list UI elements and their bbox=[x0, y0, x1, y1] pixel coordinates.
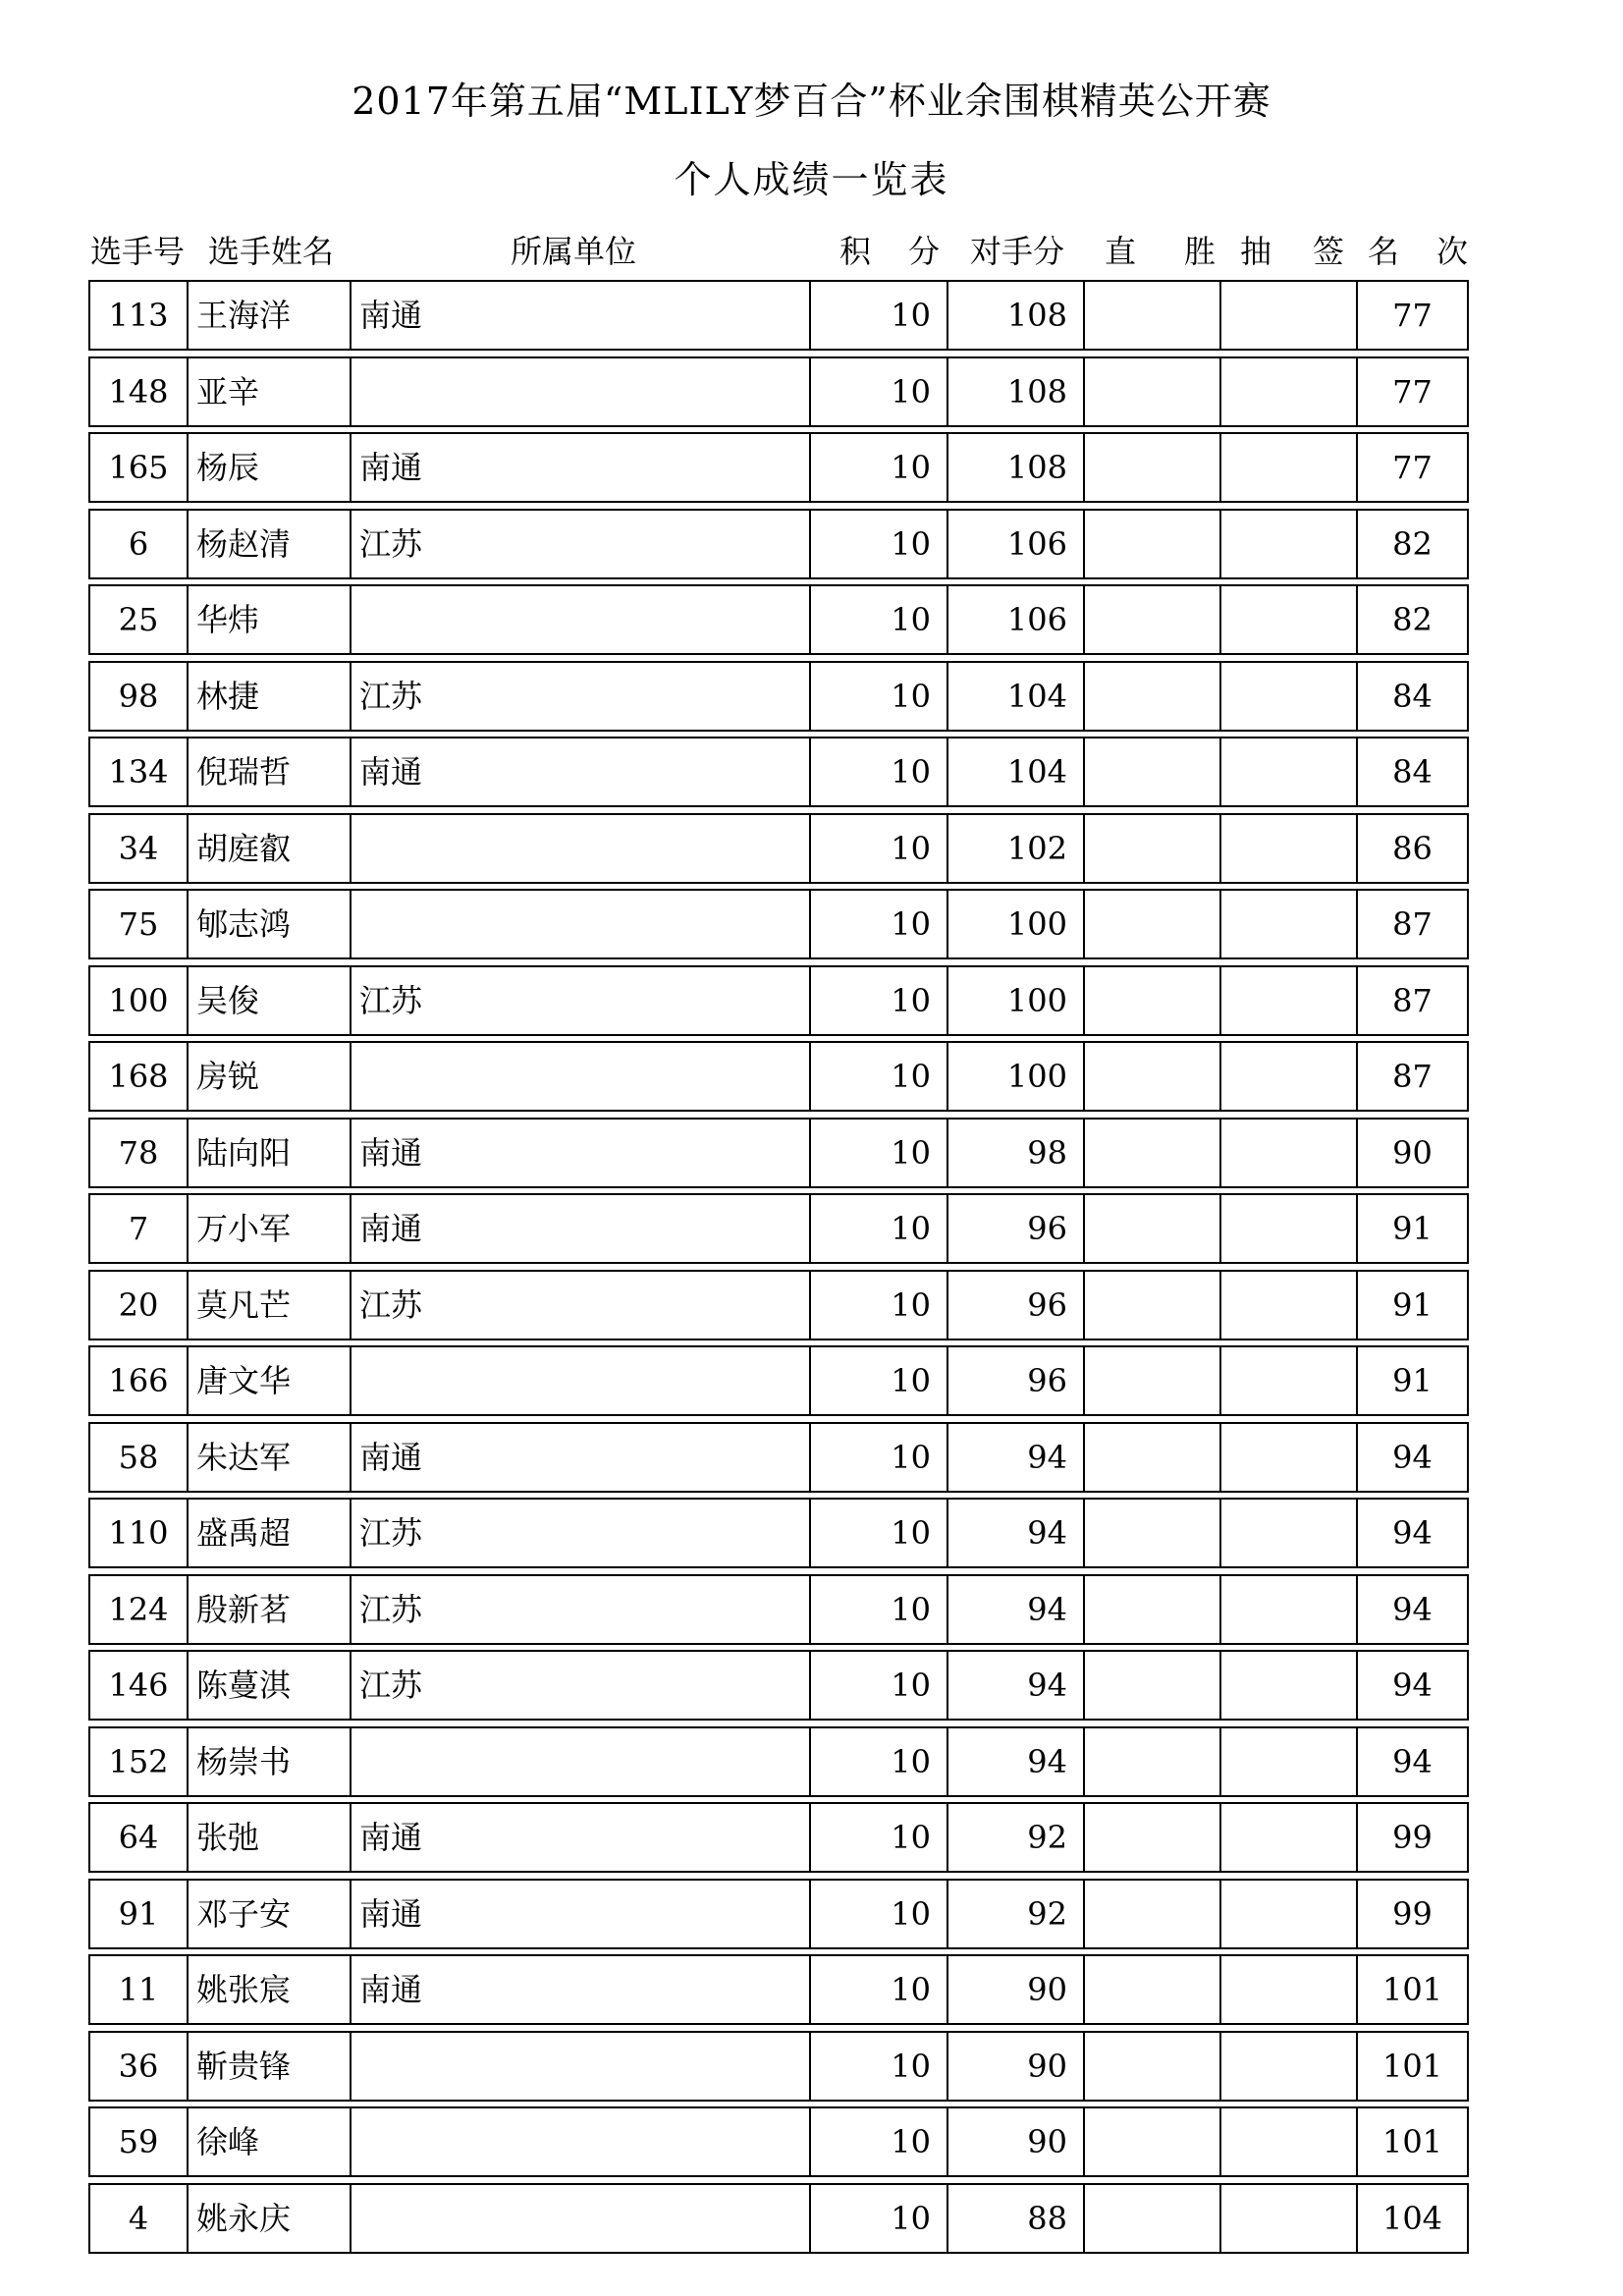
score-cell: 10 bbox=[811, 2185, 948, 2252]
opponent-score-cell: 104 bbox=[948, 663, 1085, 730]
player-name-cell: 靳贵锋 bbox=[189, 2033, 352, 2100]
header-affiliation: 所属单位 bbox=[511, 233, 637, 270]
rank-cell: 94 bbox=[1392, 1438, 1433, 1476]
player-name-cell: 林捷 bbox=[189, 663, 352, 730]
rank-cell: 104 bbox=[1381, 2199, 1443, 2237]
score-cell: 10 bbox=[811, 1728, 948, 1795]
table-row bbox=[88, 2183, 1469, 2254]
player-name-cell: 姚张宸 bbox=[189, 1956, 352, 2023]
table-row bbox=[88, 1650, 1469, 1721]
opponent-score-cell: 90 bbox=[948, 1956, 1085, 2023]
direct-win-cell bbox=[1085, 891, 1221, 957]
score-cell: 10 bbox=[811, 1804, 948, 1871]
opponent-score-cell: 108 bbox=[948, 434, 1085, 501]
score-cell: 10 bbox=[811, 1272, 948, 1339]
opponent-score-cell: 94 bbox=[948, 1576, 1085, 1643]
header-direct-win: 直 胜 bbox=[1105, 233, 1216, 270]
score-cell: 10 bbox=[811, 2108, 948, 2175]
rank-cell: 91 bbox=[1392, 1210, 1433, 1247]
rank-cell: 87 bbox=[1392, 905, 1433, 943]
affiliation-cell: 南通 bbox=[352, 1804, 811, 1871]
player-name-cell: 杨崇书 bbox=[189, 1728, 352, 1795]
rank-cell: 82 bbox=[1392, 524, 1433, 563]
direct-win-cell bbox=[1085, 1956, 1221, 2023]
draw-lot-cell bbox=[1221, 1424, 1358, 1491]
player-number-cell: 36 bbox=[90, 2033, 189, 2100]
draw-lot-cell bbox=[1221, 1120, 1358, 1186]
player-name-cell: 张弛 bbox=[189, 1804, 352, 1871]
table-row bbox=[88, 1879, 1469, 1949]
score-cell: 10 bbox=[811, 1652, 948, 1719]
direct-win-cell bbox=[1085, 663, 1221, 730]
direct-win-cell bbox=[1085, 1043, 1221, 1110]
direct-win-cell bbox=[1085, 1652, 1221, 1719]
score-cell: 10 bbox=[811, 358, 948, 425]
player-name-cell: 郇志鸿 bbox=[189, 891, 352, 957]
player-number-cell: 91 bbox=[90, 1881, 189, 1947]
direct-win-cell bbox=[1085, 1424, 1221, 1491]
score-cell: 10 bbox=[811, 967, 948, 1034]
draw-lot-cell bbox=[1221, 1272, 1358, 1339]
opponent-score-cell: 100 bbox=[948, 1043, 1085, 1110]
table-row bbox=[88, 1954, 1469, 2025]
affiliation-cell bbox=[352, 2033, 811, 2100]
opponent-score-cell: 108 bbox=[948, 282, 1085, 349]
affiliation-cell bbox=[352, 891, 811, 957]
direct-win-cell bbox=[1085, 1881, 1221, 1947]
draw-lot-cell bbox=[1221, 358, 1358, 425]
opponent-score-cell: 96 bbox=[948, 1195, 1085, 1262]
rank-cell: 84 bbox=[1392, 753, 1433, 791]
draw-lot-cell bbox=[1221, 282, 1358, 349]
score-cell: 10 bbox=[811, 1195, 948, 1262]
rank-cell: 86 bbox=[1392, 829, 1433, 867]
player-name-cell: 亚辛 bbox=[189, 358, 352, 425]
affiliation-cell bbox=[352, 1043, 811, 1110]
score-cell: 10 bbox=[811, 434, 948, 501]
draw-lot-cell bbox=[1221, 1043, 1358, 1110]
direct-win-cell bbox=[1085, 1728, 1221, 1795]
opponent-score-cell: 94 bbox=[948, 1424, 1085, 1491]
score-cell: 10 bbox=[811, 586, 948, 653]
score-cell: 10 bbox=[811, 1120, 948, 1186]
draw-lot-cell bbox=[1221, 815, 1358, 882]
player-name-cell: 邓子安 bbox=[189, 1881, 352, 1947]
table-row bbox=[88, 584, 1469, 655]
affiliation-cell: 南通 bbox=[352, 1195, 811, 1262]
draw-lot-cell bbox=[1221, 1881, 1358, 1947]
player-number-cell: 4 bbox=[90, 2185, 189, 2252]
opponent-score-cell: 104 bbox=[948, 738, 1085, 805]
table-row bbox=[88, 280, 1469, 351]
score-cell: 10 bbox=[811, 1043, 948, 1110]
rank-cell: 101 bbox=[1381, 2047, 1443, 2085]
header-rank: 名 次 bbox=[1368, 233, 1468, 270]
direct-win-cell bbox=[1085, 1576, 1221, 1643]
rank-cell: 87 bbox=[1392, 981, 1433, 1019]
draw-lot-cell bbox=[1221, 891, 1358, 957]
table-row bbox=[88, 889, 1469, 959]
player-name-cell: 吴俊 bbox=[189, 967, 352, 1034]
direct-win-cell bbox=[1085, 511, 1221, 577]
table-row bbox=[88, 1270, 1469, 1340]
player-number-cell: 165 bbox=[90, 434, 189, 501]
direct-win-cell bbox=[1085, 2108, 1221, 2175]
opponent-score-cell: 100 bbox=[948, 891, 1085, 957]
score-cell: 10 bbox=[811, 511, 948, 577]
player-number-cell: 64 bbox=[90, 1804, 189, 1871]
table-row bbox=[88, 1802, 1469, 1873]
score-cell: 10 bbox=[811, 2033, 948, 2100]
player-number-cell: 134 bbox=[90, 738, 189, 805]
draw-lot-cell bbox=[1221, 511, 1358, 577]
player-name-cell: 唐文华 bbox=[189, 1347, 352, 1414]
table-row bbox=[88, 1193, 1469, 1264]
player-name-cell: 姚永庆 bbox=[189, 2185, 352, 2252]
score-cell: 10 bbox=[811, 1956, 948, 2023]
affiliation-cell: 江苏 bbox=[352, 967, 811, 1034]
player-name-cell: 杨辰 bbox=[189, 434, 352, 501]
rank-cell: 77 bbox=[1392, 449, 1433, 486]
player-name-cell: 倪瑞哲 bbox=[189, 738, 352, 805]
player-number-cell: 124 bbox=[90, 1576, 189, 1643]
rank-cell: 94 bbox=[1392, 1667, 1433, 1704]
affiliation-cell: 南通 bbox=[352, 1424, 811, 1491]
opponent-score-cell: 108 bbox=[948, 358, 1085, 425]
table-row bbox=[88, 1498, 1469, 1568]
score-cell: 10 bbox=[811, 1500, 948, 1566]
score-cell: 10 bbox=[811, 1424, 948, 1491]
draw-lot-cell bbox=[1221, 1804, 1358, 1871]
affiliation-cell: 江苏 bbox=[352, 1652, 811, 1719]
opponent-score-cell: 96 bbox=[948, 1272, 1085, 1339]
header-player-number: 选手号 bbox=[90, 233, 186, 270]
score-cell: 10 bbox=[811, 282, 948, 349]
table-row bbox=[88, 356, 1469, 427]
opponent-score-cell: 90 bbox=[948, 2108, 1085, 2175]
draw-lot-cell bbox=[1221, 2033, 1358, 2100]
direct-win-cell bbox=[1085, 1500, 1221, 1566]
player-number-cell: 146 bbox=[90, 1652, 189, 1719]
header-draw-lot: 抽 签 bbox=[1240, 233, 1344, 270]
rank-cell: 94 bbox=[1392, 1742, 1433, 1780]
direct-win-cell bbox=[1085, 358, 1221, 425]
draw-lot-cell bbox=[1221, 1652, 1358, 1719]
rank-cell: 94 bbox=[1392, 1590, 1433, 1628]
draw-lot-cell bbox=[1221, 1500, 1358, 1566]
table-row bbox=[88, 1345, 1469, 1416]
table-row bbox=[88, 2106, 1469, 2177]
score-cell: 10 bbox=[811, 891, 948, 957]
header-opponent-score: 对手分 bbox=[970, 233, 1065, 270]
rank-cell: 87 bbox=[1392, 1058, 1433, 1095]
affiliation-cell: 江苏 bbox=[352, 1500, 811, 1566]
score-cell: 10 bbox=[811, 1347, 948, 1414]
affiliation-cell: 南通 bbox=[352, 738, 811, 805]
player-name-cell: 盛禹超 bbox=[189, 1500, 352, 1566]
table-row bbox=[88, 661, 1469, 732]
affiliation-cell bbox=[352, 1728, 811, 1795]
player-name-cell: 华炜 bbox=[189, 586, 352, 653]
player-number-cell: 20 bbox=[90, 1272, 189, 1339]
player-name-cell: 莫凡芒 bbox=[189, 1272, 352, 1339]
opponent-score-cell: 92 bbox=[948, 1804, 1085, 1871]
draw-lot-cell bbox=[1221, 434, 1358, 501]
opponent-score-cell: 106 bbox=[948, 511, 1085, 577]
player-number-cell: 152 bbox=[90, 1728, 189, 1795]
table-row bbox=[88, 1726, 1469, 1797]
direct-win-cell bbox=[1085, 1120, 1221, 1186]
draw-lot-cell bbox=[1221, 2185, 1358, 2252]
table-row bbox=[88, 2031, 1469, 2102]
results-table bbox=[88, 280, 1469, 2259]
direct-win-cell bbox=[1085, 586, 1221, 653]
opponent-score-cell: 88 bbox=[948, 2185, 1085, 2252]
player-number-cell: 148 bbox=[90, 358, 189, 425]
direct-win-cell bbox=[1085, 1804, 1221, 1871]
opponent-score-cell: 94 bbox=[948, 1652, 1085, 1719]
score-cell: 10 bbox=[811, 1881, 948, 1947]
direct-win-cell bbox=[1085, 1195, 1221, 1262]
player-number-cell: 59 bbox=[90, 2108, 189, 2175]
player-name-cell: 杨赵清 bbox=[189, 511, 352, 577]
player-number-cell: 113 bbox=[90, 282, 189, 349]
score-cell: 10 bbox=[811, 1576, 948, 1643]
rank-cell: 84 bbox=[1392, 677, 1433, 715]
page-title: 2017年第五届“MLILY梦百合”杯业余围棋精英公开赛 bbox=[352, 80, 1271, 123]
opponent-score-cell: 106 bbox=[948, 586, 1085, 653]
table-header bbox=[0, 230, 1623, 273]
header-score: 积 分 bbox=[839, 233, 940, 270]
draw-lot-cell bbox=[1221, 1576, 1358, 1643]
affiliation-cell bbox=[352, 2108, 811, 2175]
affiliation-cell bbox=[352, 2185, 811, 2252]
table-row bbox=[88, 1041, 1469, 1112]
affiliation-cell: 南通 bbox=[352, 1956, 811, 2023]
table-row bbox=[88, 1118, 1469, 1188]
affiliation-cell: 江苏 bbox=[352, 663, 811, 730]
player-name-cell: 王海洋 bbox=[189, 282, 352, 349]
draw-lot-cell bbox=[1221, 1956, 1358, 2023]
direct-win-cell bbox=[1085, 2033, 1221, 2100]
player-number-cell: 110 bbox=[90, 1500, 189, 1566]
direct-win-cell bbox=[1085, 738, 1221, 805]
draw-lot-cell bbox=[1221, 663, 1358, 730]
opponent-score-cell: 100 bbox=[948, 967, 1085, 1034]
direct-win-cell bbox=[1085, 967, 1221, 1034]
player-name-cell: 胡庭叡 bbox=[189, 815, 352, 882]
affiliation-cell bbox=[352, 815, 811, 882]
draw-lot-cell bbox=[1221, 2108, 1358, 2175]
table-row bbox=[88, 1422, 1469, 1493]
affiliation-cell: 江苏 bbox=[352, 511, 811, 577]
rank-cell: 101 bbox=[1381, 1971, 1443, 2008]
opponent-score-cell: 98 bbox=[948, 1120, 1085, 1186]
rank-cell: 101 bbox=[1381, 2123, 1443, 2160]
table-row bbox=[88, 965, 1469, 1036]
table-row bbox=[88, 1574, 1469, 1645]
affiliation-cell bbox=[352, 586, 811, 653]
affiliation-cell bbox=[352, 358, 811, 425]
affiliation-cell bbox=[352, 1347, 811, 1414]
opponent-score-cell: 102 bbox=[948, 815, 1085, 882]
opponent-score-cell: 94 bbox=[948, 1500, 1085, 1566]
affiliation-cell: 江苏 bbox=[352, 1576, 811, 1643]
rank-cell: 91 bbox=[1392, 1285, 1433, 1324]
table-row bbox=[88, 813, 1469, 884]
player-name-cell: 万小军 bbox=[189, 1195, 352, 1262]
opponent-score-cell: 90 bbox=[948, 2033, 1085, 2100]
table-row bbox=[88, 737, 1469, 807]
affiliation-cell: 南通 bbox=[352, 1120, 811, 1186]
player-number-cell: 168 bbox=[90, 1043, 189, 1110]
rank-cell: 99 bbox=[1392, 1819, 1433, 1856]
score-cell: 10 bbox=[811, 663, 948, 730]
header-player-name: 选手姓名 bbox=[208, 233, 335, 270]
player-name-cell: 房锐 bbox=[189, 1043, 352, 1110]
player-name-cell: 徐峰 bbox=[189, 2108, 352, 2175]
direct-win-cell bbox=[1085, 1272, 1221, 1339]
score-cell: 10 bbox=[811, 738, 948, 805]
direct-win-cell bbox=[1085, 434, 1221, 501]
player-number-cell: 166 bbox=[90, 1347, 189, 1414]
rank-cell: 94 bbox=[1392, 1514, 1433, 1552]
direct-win-cell bbox=[1085, 2185, 1221, 2252]
affiliation-cell: 南通 bbox=[352, 434, 811, 501]
player-name-cell: 陈蔓淇 bbox=[189, 1652, 352, 1719]
draw-lot-cell bbox=[1221, 586, 1358, 653]
opponent-score-cell: 96 bbox=[948, 1347, 1085, 1414]
direct-win-cell bbox=[1085, 282, 1221, 349]
rank-cell: 90 bbox=[1392, 1133, 1433, 1172]
player-number-cell: 7 bbox=[90, 1195, 189, 1262]
player-name-cell: 朱达军 bbox=[189, 1424, 352, 1491]
rank-cell: 82 bbox=[1392, 601, 1433, 638]
player-number-cell: 75 bbox=[90, 891, 189, 957]
player-number-cell: 11 bbox=[90, 1956, 189, 2023]
player-number-cell: 100 bbox=[90, 967, 189, 1034]
draw-lot-cell bbox=[1221, 967, 1358, 1034]
score-cell: 10 bbox=[811, 815, 948, 882]
rank-cell: 91 bbox=[1392, 1362, 1433, 1399]
player-number-cell: 25 bbox=[90, 586, 189, 653]
draw-lot-cell bbox=[1221, 1728, 1358, 1795]
opponent-score-cell: 92 bbox=[948, 1881, 1085, 1947]
affiliation-cell: 江苏 bbox=[352, 1272, 811, 1339]
table-row bbox=[88, 509, 1469, 579]
player-number-cell: 34 bbox=[90, 815, 189, 882]
player-number-cell: 6 bbox=[90, 511, 189, 577]
draw-lot-cell bbox=[1221, 738, 1358, 805]
table-row bbox=[88, 432, 1469, 503]
player-number-cell: 58 bbox=[90, 1424, 189, 1491]
draw-lot-cell bbox=[1221, 1347, 1358, 1414]
direct-win-cell bbox=[1085, 1347, 1221, 1414]
draw-lot-cell bbox=[1221, 1195, 1358, 1262]
direct-win-cell bbox=[1085, 815, 1221, 882]
opponent-score-cell: 94 bbox=[948, 1728, 1085, 1795]
affiliation-cell: 南通 bbox=[352, 282, 811, 349]
rank-cell: 77 bbox=[1392, 297, 1433, 334]
rank-cell: 77 bbox=[1392, 372, 1433, 410]
rank-cell: 99 bbox=[1392, 1894, 1433, 1933]
affiliation-cell: 南通 bbox=[352, 1881, 811, 1947]
page-subtitle: 个人成绩一览表 bbox=[674, 158, 949, 201]
player-number-cell: 78 bbox=[90, 1120, 189, 1186]
player-number-cell: 98 bbox=[90, 663, 189, 730]
player-name-cell: 陆向阳 bbox=[189, 1120, 352, 1186]
player-name-cell: 殷新茗 bbox=[189, 1576, 352, 1643]
